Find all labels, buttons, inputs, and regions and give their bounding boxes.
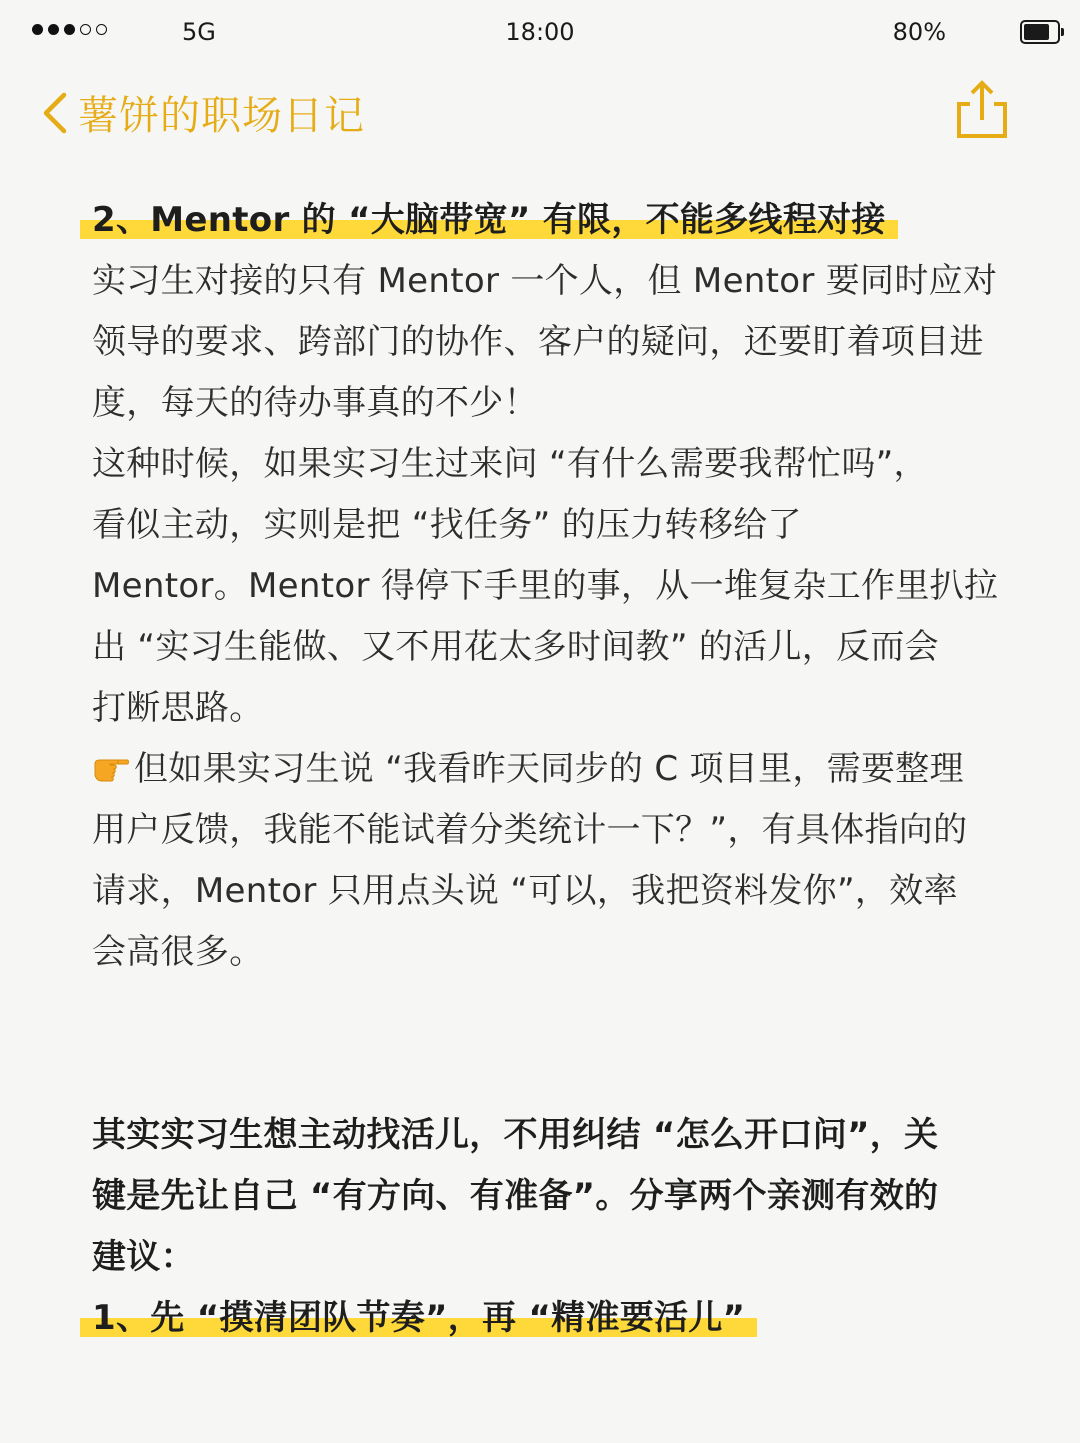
status-bar [0,0,1080,68]
share-button[interactable] [950,80,1012,142]
text-line: 键是先让自己 “有方向、有准备”。分享两个亲测有效的 [92,1176,939,1216]
text-line: 打断思路。 [92,688,264,728]
section-heading [92,190,1012,251]
notebook-title: 薯饼的职场日记 [78,93,365,139]
text-line: 看似主动，实则是把 “找任务” 的压力转移给了 [92,505,802,545]
highlight-mark: 2、Mentor 的 “大脑带宽” 有限，不能多线程对接 [92,190,886,251]
blank-space [92,983,1012,1105]
paragraph [92,739,1012,983]
text-line: 建议： [92,1237,195,1277]
back-button[interactable] [40,84,365,141]
text-line: Mentor。Mentor 得停下手里的事，从一堆复杂工作里扒拉 [92,566,999,606]
text-line: 领导的要求、跨部门的协作、客户的疑问，还要盯着项目进 [92,322,984,362]
battery-icon [1020,20,1060,44]
text-line: 请求，Mentor 只用点头说 “可以，我把资料发你”，效率 [92,871,958,911]
battery-level-fill [1024,24,1049,40]
text-line: 用户反馈，我能不能试着分类统计一下？”，有具体指向的 [92,810,968,850]
highlight-mark: 1、先 “摸清团队节奏”，再 “精准要活儿” [92,1288,745,1349]
text-line: 其实实习生想主动找活儿，不用纠结 “怎么开口问”，关 [92,1115,939,1155]
chevron-left-icon[interactable] [40,91,70,135]
share-icon[interactable] [950,80,1012,142]
pointing-hand-icon [92,750,130,786]
navigation-bar [0,68,1080,158]
paragraph [92,251,1012,434]
paragraph-bold [92,1105,1012,1288]
battery-percentage: 80% [892,18,946,46]
status-time: 18:00 [505,18,575,46]
section-heading [92,1288,1012,1349]
text-line: 这种时候，如果实习生过来问 “有什么需要我帮忙吗”， [92,444,928,484]
text-line: 会高很多。 [92,932,264,972]
text-line: 度，每天的待办事真的不少！ [92,383,538,423]
note-content [92,190,1012,1349]
paragraph [92,434,1012,739]
text-line [92,739,1012,800]
text-line-content: 但如果实习生说 “我看昨天同步的 C 项目里，需要整理 [134,749,964,789]
text-line: 实习生对接的只有 Mentor 一个人，但 Mentor 要同时应对 [92,261,998,301]
text-line: 出 “实习生能做、又不用花太多时间教” 的活儿，反而会 [92,627,939,667]
carrier-label: 5G [182,18,216,46]
